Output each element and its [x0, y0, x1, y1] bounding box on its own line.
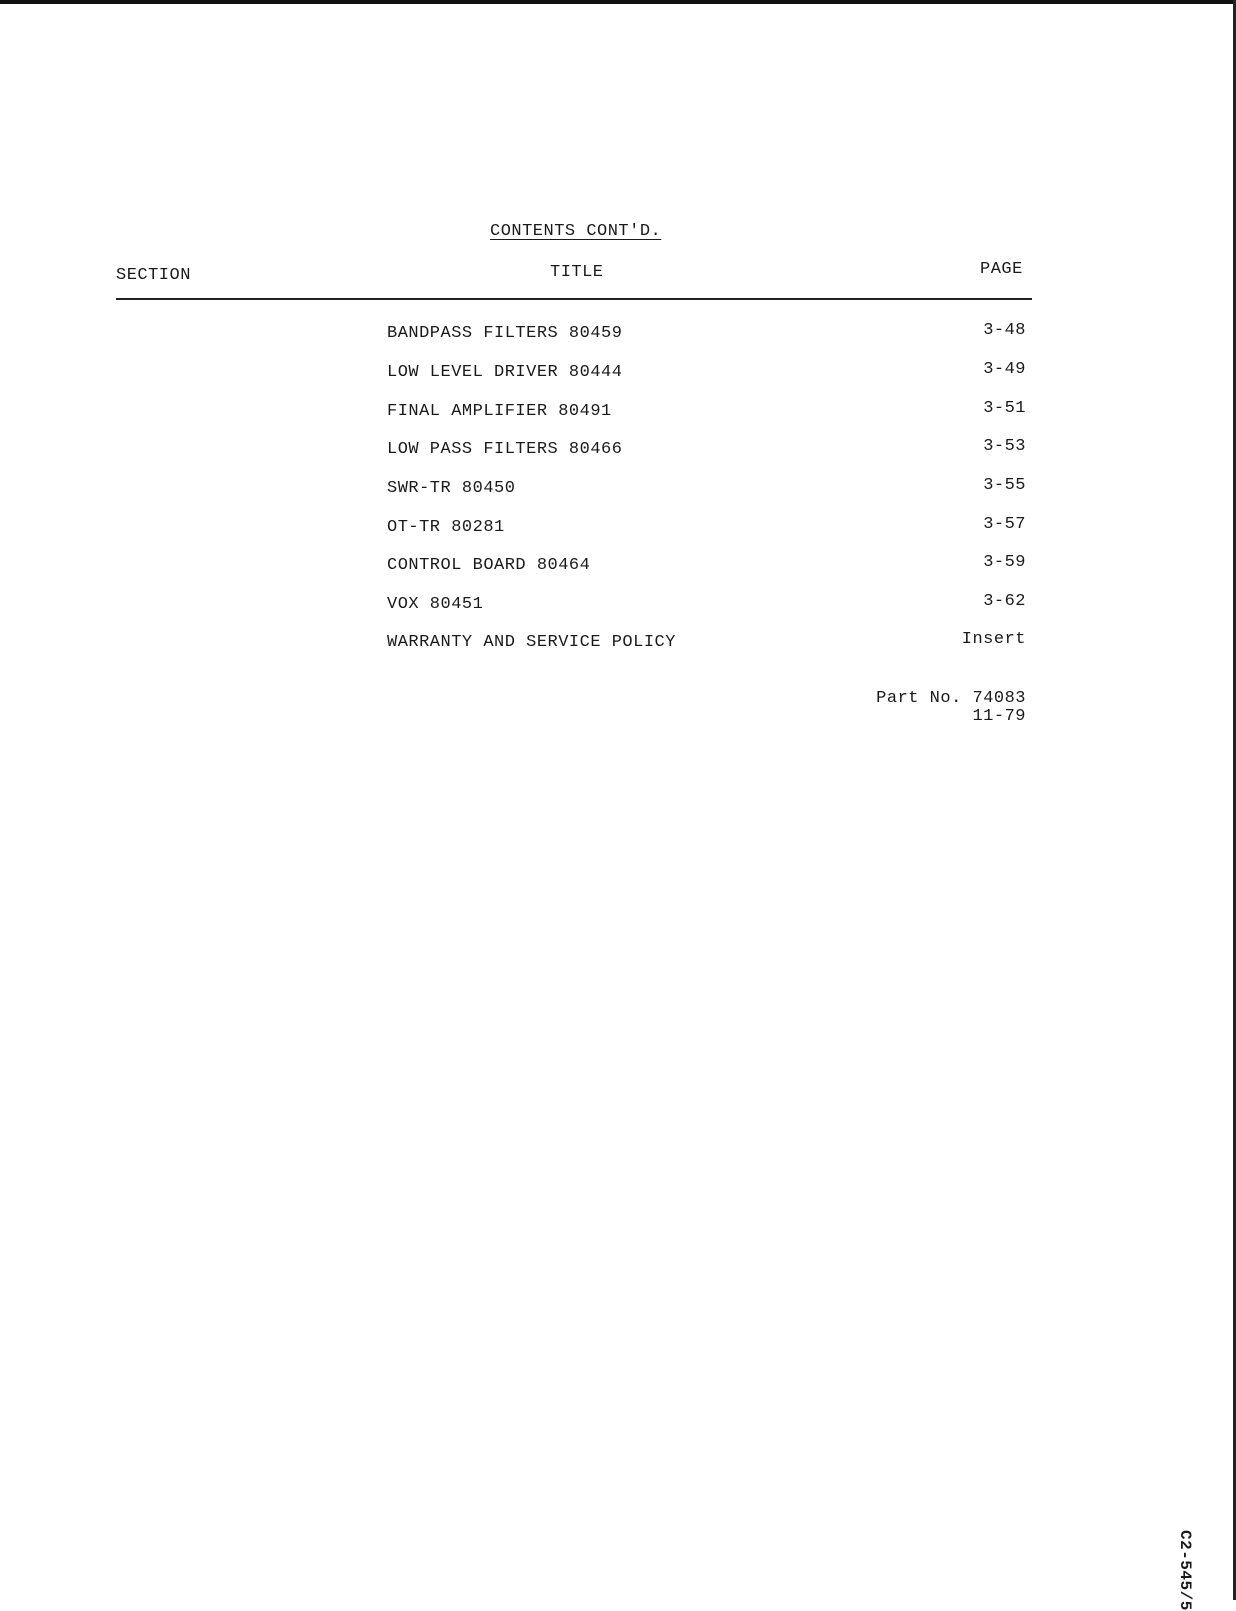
contents-entry — [0, 592, 1236, 619]
entry-page: 3-49 — [983, 360, 1026, 379]
entry-title: LOW PASS FILTERS 80466 — [387, 440, 623, 459]
entry-page: Insert — [961, 630, 1026, 649]
contents-entry — [0, 360, 1236, 387]
entry-page: 3-62 — [983, 592, 1026, 611]
entry-page: 3-53 — [983, 437, 1026, 456]
contents-entry — [0, 553, 1236, 580]
contents-title: CONTENTS CONT'D. — [490, 222, 662, 241]
entry-page: 3-55 — [983, 476, 1026, 495]
entry-title: LOW LEVEL DRIVER 80444 — [387, 363, 623, 382]
contents-entry — [0, 399, 1236, 426]
header-title: TITLE — [550, 263, 604, 282]
header-page: PAGE — [980, 260, 1023, 279]
side-code: C2-545/5 — [1176, 1530, 1194, 1611]
contents-entry — [0, 321, 1236, 348]
entry-page: 3-57 — [983, 515, 1026, 534]
contents-entry — [0, 630, 1236, 657]
entry-page: 3-51 — [983, 399, 1026, 418]
header-section: SECTION — [116, 266, 191, 285]
contents-entry — [0, 515, 1236, 542]
entry-page: 3-48 — [983, 321, 1026, 340]
entry-title: VOX 80451 — [387, 595, 484, 614]
entry-title: WARRANTY AND SERVICE POLICY — [387, 633, 676, 652]
contents-entry — [0, 437, 1236, 464]
entry-page: 3-59 — [983, 553, 1026, 572]
part-number-block — [876, 690, 1026, 726]
entry-title: FINAL AMPLIFIER 80491 — [387, 402, 612, 421]
entry-title: CONTROL BOARD 80464 — [387, 556, 591, 575]
part-number: Part No. 74083 — [876, 689, 1026, 708]
entry-title: BANDPASS FILTERS 80459 — [387, 324, 623, 343]
document-date: 11-79 — [972, 707, 1026, 726]
entry-title: OT-TR 80281 — [387, 518, 505, 537]
entry-title: SWR-TR 80450 — [387, 479, 516, 498]
contents-entry — [0, 476, 1236, 503]
